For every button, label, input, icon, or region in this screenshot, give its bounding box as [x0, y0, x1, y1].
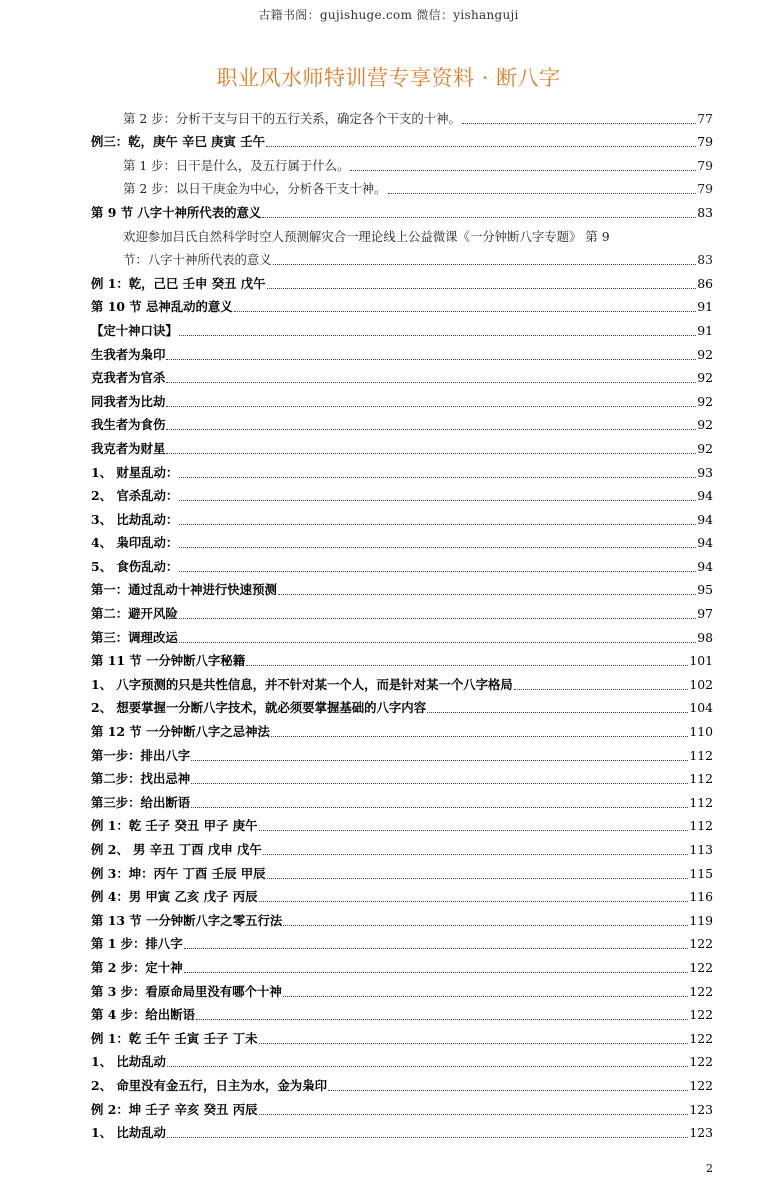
- toc-entry[interactable]: [91, 103, 713, 127]
- toc-entry-page: 91: [697, 322, 713, 338]
- toc-entry[interactable]: [91, 268, 713, 292]
- toc-entry[interactable]: [91, 528, 713, 552]
- toc-entry-title: 第二：避开风险: [91, 606, 178, 622]
- toc-entry[interactable]: [91, 245, 713, 269]
- toc-entry-title: 2、 官杀乱动：: [91, 488, 179, 504]
- toc-entry-title: 3、 比劫乱动：: [91, 511, 179, 527]
- dot-leader: [179, 617, 696, 619]
- toc-entry-title: 第 2 步：定十神: [91, 959, 183, 975]
- toc-entry-page: 122: [689, 1077, 713, 1093]
- toc-entry[interactable]: [91, 693, 713, 717]
- toc-entry-page: 91: [697, 299, 713, 315]
- toc-entry-page: 83: [697, 204, 713, 220]
- toc-entry-title: 第 2 步：以日干庚金为中心，分析各干支十神。: [123, 181, 387, 197]
- toc-entry[interactable]: [91, 174, 713, 198]
- dot-leader: [179, 641, 696, 643]
- toc-entry-page: 123: [689, 1125, 713, 1141]
- dot-leader: [191, 806, 688, 808]
- toc-entry[interactable]: [91, 929, 713, 953]
- toc-entry[interactable]: [91, 882, 713, 906]
- toc-entry-page: 116: [689, 889, 713, 905]
- toc-entry-title: 克我者为官杀: [91, 370, 166, 386]
- dot-leader: [271, 735, 688, 737]
- toc-entry-page: 104: [689, 700, 713, 716]
- toc-entry-title: 欢迎参加吕氏自然科学时空人预测解灾合一理论线上公益微课《一分钟断八字专题》 第 9: [123, 228, 610, 244]
- toc-entry-page: 110: [689, 724, 713, 740]
- toc-entry-page: 79: [697, 134, 713, 150]
- toc-entry[interactable]: [91, 598, 713, 622]
- table-of-contents: [91, 103, 713, 1141]
- dot-leader: [246, 664, 688, 666]
- toc-entry[interactable]: [91, 1094, 713, 1118]
- toc-entry[interactable]: [91, 669, 713, 693]
- toc-entry[interactable]: [91, 1070, 713, 1094]
- toc-entry[interactable]: [91, 221, 713, 245]
- toc-entry-title: 第 4 步：给出断语: [91, 1007, 195, 1023]
- toc-entry[interactable]: [91, 457, 713, 481]
- toc-entry-page: 102: [689, 676, 713, 692]
- dot-leader: [167, 1136, 688, 1138]
- toc-entry[interactable]: [91, 905, 713, 929]
- toc-entry-title: 1、 比劫乱动: [91, 1125, 166, 1141]
- toc-entry[interactable]: [91, 481, 713, 505]
- toc-entry-title: 我克者为财星: [91, 440, 166, 456]
- toc-entry-title: 4、 枭印乱动：: [91, 535, 179, 551]
- dot-leader: [166, 405, 696, 407]
- page-title: 职业风水师特训营专享资料 · 断八字: [216, 66, 561, 90]
- dot-leader: [234, 310, 697, 312]
- toc-entry-page: 113: [689, 842, 713, 857]
- dot-leader: [283, 924, 688, 926]
- toc-entry-title: 2、 命里没有金五行，日主为水，金为枭印: [91, 1077, 327, 1093]
- toc-entry[interactable]: [91, 315, 713, 339]
- toc-entry[interactable]: [91, 1047, 713, 1071]
- toc-entry-page: 95: [697, 582, 713, 598]
- toc-entry-title: 第 1 步：日干是什么，及五行属于什么。: [123, 157, 350, 173]
- toc-entry-page: 92: [697, 346, 713, 362]
- toc-entry-page: 92: [697, 370, 713, 386]
- dot-leader: [350, 169, 696, 171]
- dot-leader: [179, 499, 696, 501]
- toc-entry-title: 例 3：坤：丙午 丁酉 壬辰 甲辰: [91, 865, 266, 881]
- dot-leader: [267, 877, 689, 879]
- toc-entry-title: 第 9 节 八字十神所代表的意义: [91, 204, 262, 220]
- toc-entry[interactable]: [91, 834, 713, 858]
- toc-entry[interactable]: [91, 646, 713, 670]
- toc-entry[interactable]: [91, 386, 713, 410]
- toc-entry[interactable]: [91, 363, 713, 387]
- toc-entry[interactable]: [91, 1118, 713, 1142]
- toc-entry-page: 94: [697, 511, 713, 527]
- toc-entry-title: 例 4：男 甲寅 乙亥 戊子 丙辰: [91, 889, 258, 905]
- dot-leader: [427, 711, 688, 713]
- dot-leader: [166, 428, 696, 430]
- toc-entry-title: 例 1：乾 壬午 壬寅 壬子 丁未: [91, 1030, 258, 1046]
- toc-entry-title: 第一：通过乱动十神进行快速预测: [91, 582, 277, 598]
- toc-entry-page: 112: [689, 794, 713, 810]
- dot-leader: [191, 759, 688, 761]
- toc-entry-title: 第二步：找出忌神: [91, 771, 191, 787]
- toc-entry-title: 我生者为食伤: [91, 417, 166, 433]
- toc-entry-title: 第 13 节 一分钟断八字之零五行法: [91, 912, 283, 928]
- toc-entry-page: 94: [697, 535, 713, 551]
- toc-entry-title: 第 11 节 一分钟断八字秘籍: [91, 653, 246, 669]
- toc-entry[interactable]: [91, 764, 713, 788]
- toc-entry-page: 94: [697, 488, 713, 504]
- toc-entry-page: 122: [689, 1007, 713, 1023]
- dot-leader: [283, 995, 689, 997]
- toc-entry-title: 例 2：坤 壬子 辛亥 癸丑 丙辰: [91, 1101, 258, 1117]
- toc-entry-page: 122: [689, 959, 713, 975]
- toc-entry-title: 例 2、 男 辛丑 丁酉 戊申 戊午: [91, 842, 262, 857]
- toc-entry-title: 5、 食伤乱动：: [91, 558, 179, 574]
- toc-entry-page: 122: [689, 936, 713, 952]
- toc-entry-title: 例 1：乾 壬子 癸丑 甲子 庚午: [91, 818, 258, 834]
- dot-leader: [191, 782, 688, 784]
- dot-leader: [259, 1113, 689, 1115]
- toc-entry-title: 第 10 节 忌神乱动的意义: [91, 299, 233, 315]
- toc-entry[interactable]: [91, 150, 713, 174]
- dot-leader: [179, 334, 696, 336]
- toc-entry-page: 83: [697, 252, 713, 268]
- toc-entry-title: 第三：调理改运: [91, 629, 178, 645]
- toc-entry-page: 112: [689, 747, 713, 763]
- toc-entry[interactable]: [91, 787, 713, 811]
- toc-entry-page: 101: [689, 653, 713, 669]
- dot-leader: [514, 688, 689, 690]
- toc-entry-page: 122: [689, 1054, 713, 1070]
- toc-entry[interactable]: [91, 410, 713, 434]
- toc-entry[interactable]: [91, 622, 713, 646]
- dot-leader: [166, 358, 696, 360]
- dot-leader: [263, 853, 689, 855]
- toc-entry[interactable]: [91, 858, 713, 882]
- toc-entry-title: 1、 财星乱动：: [91, 464, 179, 480]
- dot-leader: [273, 263, 697, 265]
- dot-leader: [196, 1018, 688, 1020]
- toc-entry-page: 123: [689, 1101, 713, 1117]
- toc-entry[interactable]: [91, 339, 713, 363]
- toc-entry-page: 94: [697, 558, 713, 574]
- page-number: 2: [706, 1162, 713, 1175]
- dot-leader: [266, 145, 696, 147]
- toc-entry[interactable]: [91, 976, 713, 1000]
- watermark-header: 古籍书阁：gujishuge.com 微信：yishanguji: [258, 8, 519, 22]
- toc-entry-page: 92: [697, 440, 713, 456]
- toc-entry[interactable]: [91, 1023, 713, 1047]
- toc-entry-page: 98: [697, 629, 713, 645]
- dot-leader: [462, 122, 696, 124]
- toc-entry-title: 例 1：乾，己巳 壬申 癸丑 戊午: [91, 275, 266, 291]
- toc-entry-title: 2、 想要掌握一分断八字技术，就必须要掌握基础的八字内容: [91, 700, 427, 716]
- toc-entry-title: 第 2 步：分析干支与日干的五行关系，确定各个干支的十神。: [123, 110, 461, 126]
- toc-entry[interactable]: [91, 433, 713, 457]
- toc-entry-page: 112: [689, 771, 713, 787]
- toc-entry[interactable]: [91, 127, 713, 151]
- dot-leader: [179, 476, 696, 478]
- toc-entry-page: 79: [697, 181, 713, 197]
- toc-entry[interactable]: [91, 197, 713, 221]
- dot-leader: [166, 452, 696, 454]
- dot-leader: [179, 570, 696, 572]
- toc-entry[interactable]: [91, 551, 713, 575]
- toc-entry-page: 93: [697, 464, 713, 480]
- toc-entry[interactable]: [91, 740, 713, 764]
- toc-entry-title: 第 3 步：看原命局里没有哪个十神: [91, 983, 282, 999]
- toc-entry-page: 79: [697, 157, 713, 173]
- toc-entry-page: 97: [697, 606, 713, 622]
- toc-entry-title: 第 1 步：排八字: [91, 936, 183, 952]
- toc-entry[interactable]: [91, 575, 713, 599]
- toc-entry-page: 112: [689, 818, 713, 834]
- toc-entry-title: 【定十神口诀】: [91, 322, 178, 338]
- toc-entry-title: 第一步：排出八字: [91, 747, 191, 763]
- toc-entry-page: 115: [689, 865, 713, 881]
- dot-leader: [259, 829, 689, 831]
- dot-leader: [184, 971, 689, 973]
- toc-entry-page: 119: [689, 912, 713, 928]
- toc-entry-page: 86: [697, 275, 713, 291]
- toc-entry[interactable]: [91, 292, 713, 316]
- dot-leader: [167, 1065, 688, 1067]
- dot-leader: [278, 593, 696, 595]
- dot-leader: [259, 1042, 689, 1044]
- toc-entry-page: 92: [697, 393, 713, 409]
- dot-leader: [328, 1089, 688, 1091]
- dot-leader: [267, 287, 697, 289]
- toc-entry-title: 1、 比劫乱动: [91, 1054, 166, 1070]
- dot-leader: [262, 216, 696, 218]
- toc-entry-title: 生我者为枭印: [91, 346, 166, 362]
- dot-leader: [259, 900, 689, 902]
- toc-entry-title: 节：八字十神所代表的意义: [123, 252, 272, 268]
- dot-leader: [388, 192, 697, 194]
- toc-entry-page: 92: [697, 417, 713, 433]
- dot-leader: [166, 381, 696, 383]
- dot-leader: [184, 947, 689, 949]
- toc-entry-title: 同我者为比劫: [91, 393, 166, 409]
- toc-entry[interactable]: [91, 811, 713, 835]
- toc-entry-title: 第 12 节 一分钟断八字之忌神法: [91, 724, 270, 740]
- toc-entry-page: 77: [697, 110, 713, 126]
- toc-entry[interactable]: [91, 716, 713, 740]
- dot-leader: [179, 546, 696, 548]
- toc-entry-page: 122: [689, 1030, 713, 1046]
- toc-entry[interactable]: [91, 1000, 713, 1024]
- toc-entry[interactable]: [91, 504, 713, 528]
- toc-entry-title: 1、 八字预测的只是共性信息，并不针对某一个人，而是针对某一个八字格局: [91, 676, 513, 692]
- toc-entry[interactable]: [91, 952, 713, 976]
- toc-entry-title: 例三：乾，庚午 辛巳 庚寅 壬午: [91, 134, 266, 150]
- toc-entry-page: 122: [689, 983, 713, 999]
- dot-leader: [179, 523, 696, 525]
- toc-entry-title: 第三步：给出断语: [91, 794, 191, 810]
